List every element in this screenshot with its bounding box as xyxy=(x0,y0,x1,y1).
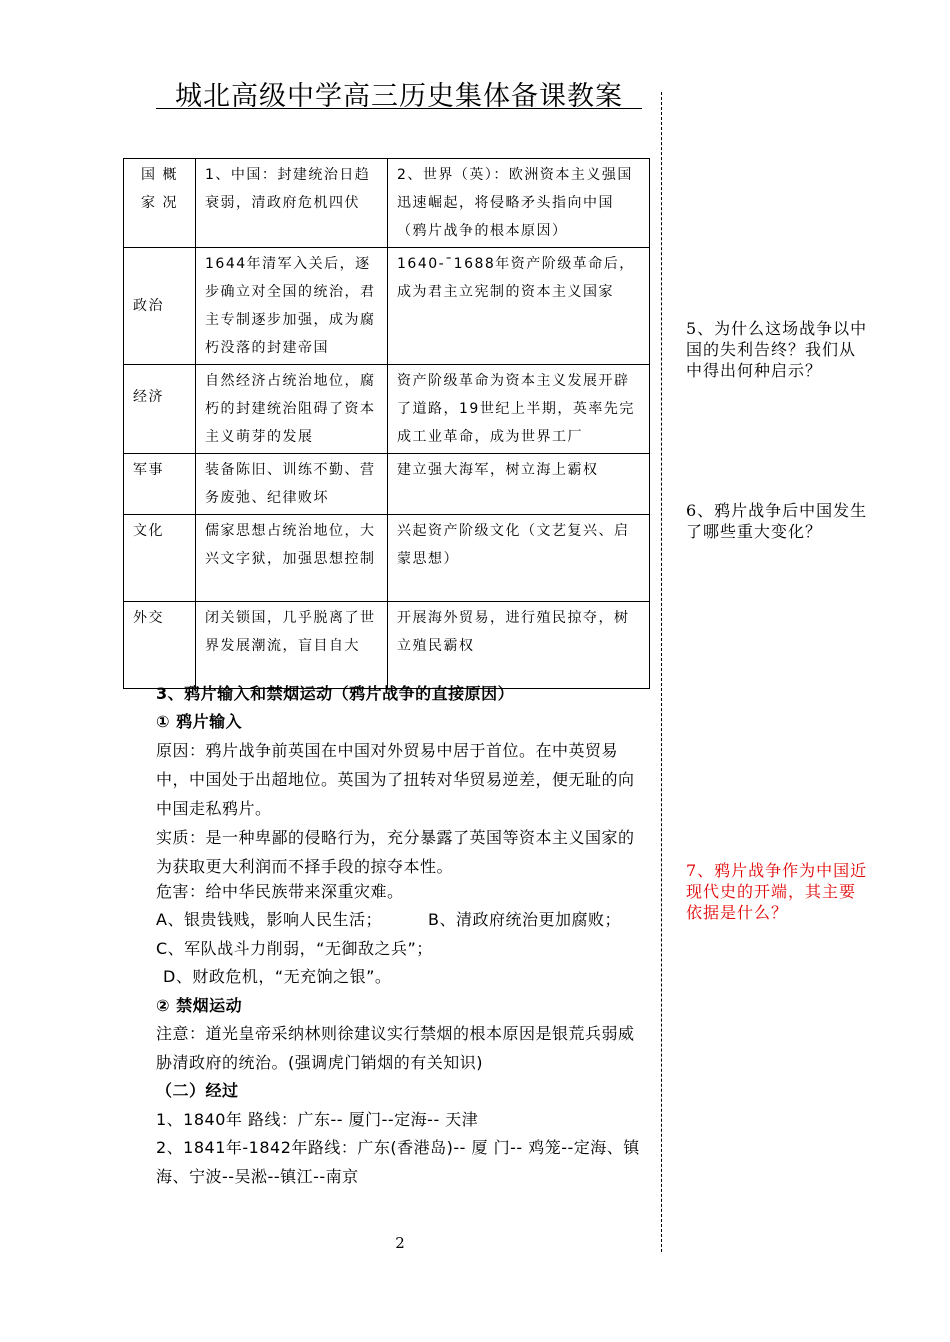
margin-question-7: 7、鸦片战争作为中国近现代史的开端，其主要依据是什么？ xyxy=(686,861,868,922)
page-title: 城北高级中学高三历史集体备课教案 xyxy=(175,81,623,112)
cause-paragraph: 原因：鸦片战争前英国在中国对外贸易中居于首位。在中英贸易中，中国处于出超地位。英国为了扭转对华贸易逆差，便无耻的向中国走私鸦片。 xyxy=(156,741,635,818)
comparison-table xyxy=(123,158,650,689)
britain-cell: 资产阶级革命为资本主义发展开辟了道路，19世纪上半期，英率先完成工业革命，成为世界工厂 xyxy=(388,365,650,454)
harm-item: B、清政府统治更加腐败； xyxy=(428,910,621,929)
row-category: 军事 xyxy=(124,454,196,515)
row-category: 政治 xyxy=(124,248,196,365)
row-category: 外交 xyxy=(124,602,196,689)
note-paragraph: 注意：道光皇帝采纳林则徐建议实行禁烟的根本原因是银荒兵弱威胁清政府的统治。(强调虎门销烟的有关知识) xyxy=(156,1024,635,1072)
margin-divider xyxy=(661,92,662,1252)
harm-item: A、银贵钱贱，影响人民生活； xyxy=(156,910,382,929)
margin-question-6: 6、鸦片战争后中国发生了哪些重大变化？ xyxy=(686,501,868,541)
essence-paragraph: 实质：是一种卑鄙的侵略行为，充分暴露了英国等资本主义国家的为获取更大利润而不择手段的掠夺本性。 xyxy=(156,828,635,876)
britain-cell: 建立强大海军，树立海上霸权 xyxy=(388,454,650,515)
table-row xyxy=(124,515,650,602)
china-cell: 1644年清军入关后，逐步确立对全国的统治，君主专制逐步加强，成为腐朽没落的封建帝国 xyxy=(196,248,388,365)
section-heading: （二）经过 xyxy=(156,1081,239,1100)
page-number: 2 xyxy=(395,1234,405,1252)
row-category: 文化 xyxy=(124,515,196,602)
harm-item: C、军队战斗力削弱，“无御敌之兵”； xyxy=(156,939,433,958)
britain-cell: 开展海外贸易，进行殖民掠夺，树立殖民霸权 xyxy=(388,602,650,689)
subsection-heading: ① 鸦片输入 xyxy=(156,712,243,731)
row-category: 国 概 家 况 xyxy=(124,159,196,248)
table-row xyxy=(124,248,650,365)
route-line: 1、1840年 路线：广东-- 厦门--定海-- 天津 xyxy=(156,1110,479,1129)
britain-cell: 兴起资产阶级文化（文艺复兴、启蒙思想） xyxy=(388,515,650,602)
subsection-heading: ② 禁烟运动 xyxy=(156,996,243,1015)
china-cell: 儒家思想占统治地位，大兴文字狱，加强思想控制 xyxy=(196,515,388,602)
china-cell: 自然经济占统治地位，腐朽的封建统治阻碍了资本主义萌芽的发展 xyxy=(196,365,388,454)
row-category: 经济 xyxy=(124,365,196,454)
table-row xyxy=(124,159,650,248)
harm-item: D、财政危机，“无充饷之银”。 xyxy=(163,967,392,986)
china-cell: 闭关锁国，几乎脱离了世界发展潮流，盲目自大 xyxy=(196,602,388,689)
title-underline xyxy=(156,108,642,109)
section-heading: 3、鸦片输入和禁烟运动（鸦片战争的直接原因） xyxy=(156,684,515,703)
route-line: 2、1841年-1842年路线：广东(香港岛)-- 厦 门-- 鸡笼--定海、镇海、宁波--吴淞--镇江--南京 xyxy=(156,1138,640,1186)
table-row xyxy=(124,602,650,689)
harm-paragraph: 危害：给中华民族带来深重灾难。 xyxy=(156,882,404,901)
china-cell: 1、中国：封建统治日趋衰弱，清政府危机四伏 xyxy=(196,159,388,248)
margin-question-5: 5、为什么这场战争以中国的失利告终？我们从中得出何种启示？ xyxy=(686,319,868,380)
china-cell: 装备陈旧、训练不勤、营务废弛、纪律败坏 xyxy=(196,454,388,515)
britain-cell: 1640-¯1688年资产阶级革命后，成为君主立宪制的资本主义国家 xyxy=(388,248,650,365)
britain-cell: 2、世界（英）：欧洲资本主义强国迅速崛起，将侵略矛头指向中国（鸦片战争的根本原因） xyxy=(388,159,650,248)
table-row xyxy=(124,454,650,515)
table-row xyxy=(124,365,650,454)
